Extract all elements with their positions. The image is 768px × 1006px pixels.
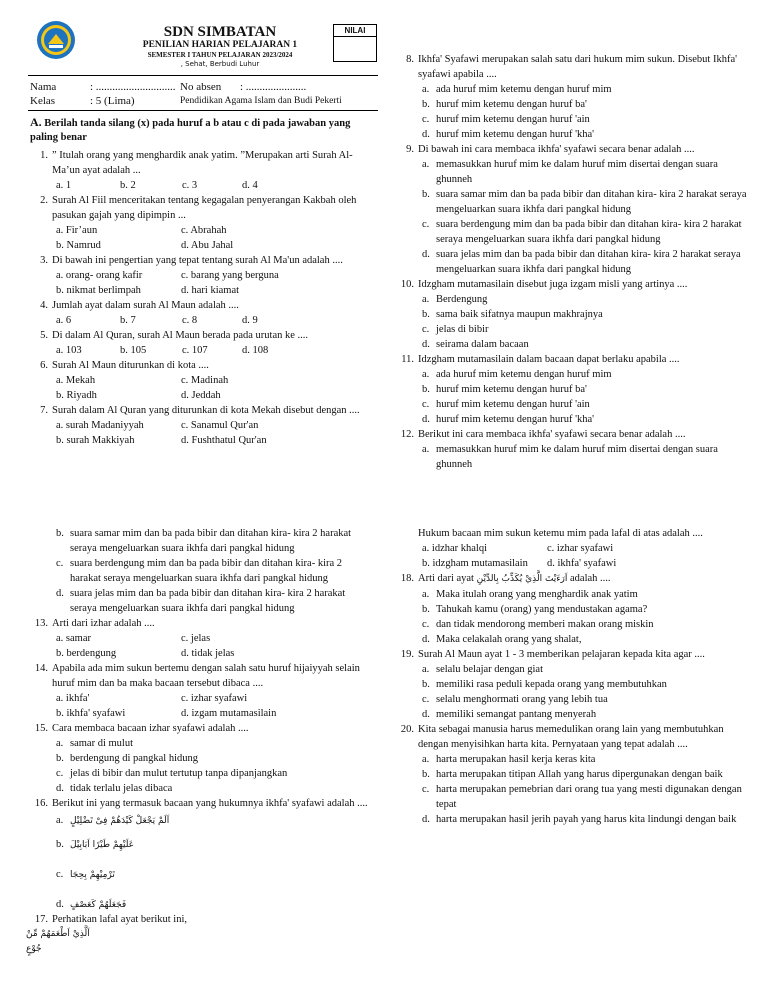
question-text: Perhatikan lafal ayat berikut ini, xyxy=(52,914,187,925)
question-number: 5. xyxy=(40,330,48,341)
option-a[interactable]: a. 1 xyxy=(56,180,72,191)
option-b[interactable]: b. 105 xyxy=(120,345,147,356)
question-text: Idzgham mutamasilain disebut juga izgam misli yang artinya .... xyxy=(418,279,688,290)
question-text: Di bawah ini pengertian yang tepat tentang surah Al Ma'un adalah .... xyxy=(52,255,343,266)
question-number: 12. xyxy=(400,429,414,440)
q17-arabic-verse: اَلَّذِيْ اَطْعَمَهُمْ مِّنْ جُوْعٍ xyxy=(26,929,90,954)
question-text-end: adalah .... xyxy=(570,573,611,584)
option-letter: d. xyxy=(422,814,430,825)
question-text: Arti dari ayat xyxy=(418,573,474,584)
question-17-cont xyxy=(396,526,748,571)
option-d[interactable]: huruf mim ketemu dengan huruf 'kha' xyxy=(436,414,595,425)
option-d[interactable]: tidak terlalu jelas dibaca xyxy=(70,783,173,794)
question-text: ” Itulah orang yang menghardik anak yatim. ”Merupakan arti Surah Al-Ma’un ayat adalah ... xyxy=(52,150,353,176)
option-b[interactable]: b. Namrud xyxy=(56,240,101,251)
question-20 xyxy=(396,722,748,827)
question-text: Hukum bacaan mim sukun ketemu mim pada lafal di atas adalah .... xyxy=(418,528,703,539)
option-letter: d. xyxy=(422,129,430,140)
option-letter: a. xyxy=(422,294,430,305)
option-c[interactable]: dan tidak mendorong memberi makan orang miskin xyxy=(436,619,654,630)
option-a[interactable]: harta merupakan hasil kerja keras kita xyxy=(436,754,596,765)
option-letter: a. xyxy=(422,754,430,765)
section-instruction xyxy=(30,115,370,145)
question-10 xyxy=(396,277,748,352)
option-letter: a. xyxy=(56,738,64,749)
option-d[interactable]: Maka celakalah orang yang shalat, xyxy=(436,634,582,645)
question-text: Surah Al Maun ayat 1 - 3 memberikan pelajaran kepada kita agar .... xyxy=(418,649,705,660)
option-a[interactable]: a. Mekah xyxy=(56,375,96,386)
option-d[interactable]: d. hari kiamat xyxy=(181,285,240,296)
option-c[interactable]: c. jelas xyxy=(181,633,211,644)
question-number: 3. xyxy=(40,255,48,266)
question-1 xyxy=(30,148,370,193)
option-d[interactable]: d. izgam mutamasilain xyxy=(181,708,277,719)
option-letter: d. xyxy=(56,588,64,599)
option-letter: c. xyxy=(422,219,430,230)
option-a[interactable]: a. surah Madaniyyah xyxy=(56,420,144,431)
question-number: 15. xyxy=(34,723,48,734)
option-letter: c. xyxy=(422,619,430,630)
option-letter: d. xyxy=(56,783,64,794)
question-number: 11. xyxy=(401,354,414,365)
option-c[interactable]: jelas di bibir dan mulut tertutup tanpa dipanjangkan xyxy=(70,768,288,779)
option-d[interactable]: suara jelas mim dan ba pada bibir dan ditahan kira- kira 2 harakat seraya mengeluarkan suara ikhfa dari pangkal hidung xyxy=(70,588,346,614)
option-a[interactable]: samar di mulut xyxy=(70,738,133,749)
option-b[interactable]: Tahukah kamu (orang) yang mendustakan agama? xyxy=(436,604,648,615)
question-12-cont xyxy=(30,526,370,616)
question-text: Berikut ini cara membaca ikhfa' syafawi secara benar adalah .... xyxy=(418,429,686,440)
option-a[interactable]: memasukkan huruf mim ke dalam huruf mim disertai dengan suara ghunneh xyxy=(436,159,718,185)
question-text: Berikut ini yang termasuk bacaan yang hukumnya ikhfa' syafawi adalah .... xyxy=(52,798,368,809)
option-a[interactable]: اَلَمْ يَجْعَلْ كَيْدَهُمْ فِىْ تَضْلِيْلٍ xyxy=(70,816,170,826)
option-a[interactable]: a. Fir’aun xyxy=(56,225,98,236)
questions-col-4 xyxy=(396,526,748,827)
option-letter: b. xyxy=(422,604,430,615)
option-a[interactable]: selalu belajar dengan giat xyxy=(436,664,543,675)
name-label: Nama xyxy=(30,81,57,93)
option-letter: b. xyxy=(422,99,430,110)
option-d[interactable]: فَجَعَلَهُمْ كَعَصْفٍ xyxy=(70,900,127,910)
absen-label: No absen xyxy=(180,81,222,93)
option-a[interactable]: a. orang- orang kafir xyxy=(56,270,143,281)
option-c[interactable]: harta merupakan pemebrian dari orang tua yang mesti digunakan dengan tepat xyxy=(436,784,742,810)
score-box xyxy=(333,24,377,62)
option-letter: d. xyxy=(422,339,430,350)
option-b[interactable]: b. 2 xyxy=(120,180,136,191)
question-text: Ikhfa' Syafawi merupakan salah satu dari hukum mim sukun. Disebut Ikhfa' syafawi apabila .... xyxy=(418,54,737,80)
option-a[interactable]: a. 103 xyxy=(56,345,82,356)
question-3 xyxy=(30,253,370,298)
option-c[interactable]: c. 8 xyxy=(182,315,198,326)
option-b[interactable]: memiliki rasa peduli kepada orang yang membutuhkan xyxy=(436,679,667,690)
option-letter: a. xyxy=(422,369,430,380)
option-c[interactable]: selalu menghormati orang yang lebih tua xyxy=(436,694,608,705)
option-a[interactable]: Maka itulah orang yang menghardik anak yatim xyxy=(436,589,638,600)
question-text: Arti dari izhar adalah .... xyxy=(52,618,155,629)
option-c[interactable]: huruf mim ketemu dengan huruf 'ain xyxy=(436,399,590,410)
option-a[interactable]: memasukkan huruf mim ke dalam huruf mim disertai dengan suara ghunneh xyxy=(436,444,718,470)
question-number: 13. xyxy=(34,618,48,629)
option-letter: d. xyxy=(422,249,430,260)
questions-col-3 xyxy=(26,526,370,957)
option-d[interactable]: huruf mim ketemu dengan huruf 'kha' xyxy=(436,129,595,140)
option-d[interactable]: d. 9 xyxy=(242,315,258,326)
question-8 xyxy=(396,52,748,142)
option-d[interactable]: d. tidak jelas xyxy=(181,648,235,659)
question-13 xyxy=(30,616,370,661)
option-d[interactable]: d. Fushthatul Qur'an xyxy=(181,435,267,446)
option-b[interactable]: harta merupakan titipan Allah yang harus dipergunakan dengan baik xyxy=(436,769,723,780)
question-text: Apabila ada mim sukun bertemu dengan salah satu huruf hijaiyyah selain huruf mim dan ba maka bacaan tersebut dibaca .... xyxy=(52,663,360,689)
option-c[interactable]: c. Sanamul Qur'an xyxy=(181,420,259,431)
option-c[interactable]: c. 107 xyxy=(182,345,208,356)
option-c[interactable]: c. Abrahah xyxy=(181,225,227,236)
option-d[interactable]: harta merupakan hasil jerih payah yang harus kita lindungi dengan baik xyxy=(436,814,737,825)
option-letter: b. xyxy=(422,769,430,780)
option-d[interactable]: memiliki semangat pantang menyerah xyxy=(436,709,597,720)
option-c[interactable]: c. izhar syafawi xyxy=(547,543,614,554)
option-letter: c. xyxy=(422,784,430,795)
question-5 xyxy=(30,328,370,358)
subject-name: Pendidikan Agama Islam dan Budi Pekerti xyxy=(180,96,342,106)
question-text: Kita sebagai manusia harus memedulikan orang lain yang membutuhkan dengan menyisihkan harta kita. Pernyataan yang tepat adalah .... xyxy=(418,724,724,750)
question-19 xyxy=(396,647,748,722)
class-value: : 5 (Lima) xyxy=(90,95,135,107)
question-12 xyxy=(396,427,748,472)
option-c[interactable]: c. 3 xyxy=(182,180,198,191)
option-letter: c. xyxy=(422,324,430,335)
option-d[interactable]: d. Jeddah xyxy=(181,390,221,401)
question-2 xyxy=(30,193,370,253)
option-b[interactable]: suara samar mim dan ba pada bibir dan ditahan kira- kira 2 harakat seraya mengeluarkan suara ikhfa dari pangkal hidung xyxy=(70,528,352,554)
question-15 xyxy=(30,721,370,796)
option-letter: a. xyxy=(422,589,430,600)
question-7 xyxy=(30,403,370,448)
question-text: Di dalam Al Quran, surah Al Maun berada pada urutan ke .... xyxy=(52,330,309,341)
question-number: 4. xyxy=(40,300,48,311)
question-11 xyxy=(396,352,748,427)
question-text: Jumlah ayat dalam surah Al Maun adalah .... xyxy=(52,300,239,311)
score-label: NILAI xyxy=(334,25,376,37)
option-letter: a. xyxy=(422,444,430,455)
option-c[interactable]: suara berdengung mim dan ba pada bibir dan ditahan kira- kira 2 harakat seraya mengeluarkan suara ikhfa dari pangkal hidung xyxy=(70,558,343,584)
option-a[interactable]: a. idzhar khalqi xyxy=(422,543,488,554)
questions-col-1 xyxy=(30,148,370,448)
header-divider xyxy=(28,75,378,76)
question-number: 19. xyxy=(400,649,414,660)
option-letter: c. xyxy=(422,399,430,410)
option-d[interactable]: d. Abu Jahal xyxy=(181,240,234,251)
option-letter: b. xyxy=(56,753,64,764)
school-logo xyxy=(36,20,76,60)
option-a[interactable]: Berdengung xyxy=(436,294,488,305)
option-d[interactable]: d. ikhfa' syafawi xyxy=(547,558,617,569)
option-letter: c. xyxy=(422,694,430,705)
question-text: Surah dalam Al Quran yang diturunkan di kota Mekah disebut dengan .... xyxy=(52,405,360,416)
option-b[interactable]: b. berdengung xyxy=(56,648,117,659)
option-letter: b. xyxy=(422,309,430,320)
option-letter: b. xyxy=(56,839,64,850)
option-d[interactable]: seirama dalam bacaan xyxy=(436,339,529,350)
question-18 xyxy=(396,571,748,647)
question-number: 2. xyxy=(40,195,48,206)
question-number: 1. xyxy=(40,150,48,161)
question-text: Di bawah ini cara membaca ikhfa' syafawi secara benar adalah .... xyxy=(418,144,695,155)
option-b[interactable]: b. idzgham mutamasilain xyxy=(422,558,528,569)
question-number: 7. xyxy=(40,405,48,416)
class-label: Kelas xyxy=(30,95,56,107)
option-letter: c. xyxy=(56,558,64,569)
option-letter: b. xyxy=(422,189,430,200)
question-number: 20. xyxy=(400,724,414,735)
option-d[interactable]: suara jelas mim dan ba pada bibir dan ditahan kira- kira 2 harakat seraya mengeluarkan suara ikhfa dari pangkal hidung xyxy=(436,249,741,275)
option-b[interactable]: b. ikhfa' syafawi xyxy=(56,708,126,719)
option-letter: a. xyxy=(422,664,430,675)
question-16 xyxy=(30,796,370,912)
option-c[interactable]: suara berdengung mim dan ba pada bibir dan ditahan kira- kira 2 harakat seraya mengeluarkan suara ikhfa dari pangkal hidung xyxy=(436,219,742,245)
question-14 xyxy=(30,661,370,721)
option-c[interactable]: jelas di bibir xyxy=(436,324,489,335)
section-letter: A. xyxy=(30,115,42,129)
absen-field[interactable]: : ...................... xyxy=(240,81,307,93)
semester-line: SEMESTER I TAHUN PELAJARAN 2023/2024 xyxy=(147,51,293,59)
option-letter: c. xyxy=(56,869,64,880)
option-letter: b. xyxy=(422,384,430,395)
question-6 xyxy=(30,358,370,403)
option-letter: a. xyxy=(422,159,430,170)
question-number: 9. xyxy=(406,144,414,155)
option-letter: c. xyxy=(422,114,430,125)
option-b[interactable]: huruf mim ketemu dengan huruf ba' xyxy=(436,99,587,110)
question-number: 17. xyxy=(34,914,48,925)
question-number: 6. xyxy=(40,360,48,371)
school-name: SDN SIMBATAN xyxy=(163,24,277,40)
option-b[interactable]: b. Riyadh xyxy=(56,390,97,401)
option-b[interactable]: b. surah Makkiyah xyxy=(56,435,135,446)
option-c[interactable]: تَرْمِيْهِمْ بِحِجَا xyxy=(70,870,115,880)
option-letter: b. xyxy=(56,528,64,539)
option-b[interactable]: sama baik sifatnya maupun makhrajnya xyxy=(436,309,603,320)
question-17 xyxy=(30,912,370,927)
option-letter: d. xyxy=(422,634,430,645)
option-a[interactable]: a. ikhfa' xyxy=(56,693,90,704)
option-a[interactable]: a. 6 xyxy=(56,315,72,326)
option-letter: d. xyxy=(422,709,430,720)
option-c[interactable]: c. Madinah xyxy=(181,375,229,386)
question-number: 10. xyxy=(400,279,414,290)
option-d[interactable]: d. 4 xyxy=(242,180,258,191)
option-letter: d. xyxy=(56,899,64,910)
option-a[interactable]: ada huruf mim ketemu dengan huruf mim xyxy=(436,369,612,380)
question-4 xyxy=(30,298,370,328)
option-letter: a. xyxy=(56,815,64,826)
option-b[interactable]: عَلَيْهِمْ طَيْرًا اَبَابِيْلَ xyxy=(70,840,135,850)
option-b[interactable]: suara samar mim dan ba pada bibir dan ditahan kira- kira 2 harakat seraya mengeluarkan suara ikhfa dari pangkal hidung xyxy=(436,189,747,215)
question-text: Cara membaca bacaan izhar syafawi adalah .... xyxy=(52,723,249,734)
question-number: 18. xyxy=(400,573,414,584)
questions-col-2 xyxy=(396,52,748,472)
name-field[interactable]: : ............................. xyxy=(90,81,176,93)
question-number: 8. xyxy=(406,54,414,65)
option-letter: a. xyxy=(422,84,430,95)
option-b[interactable]: huruf mim ketemu dengan huruf ba' xyxy=(436,384,587,395)
question-text: Idzgham mutamasilain dalam bacaan dapat berlaku apabila .... xyxy=(418,354,680,365)
question-number: 14. xyxy=(34,663,48,674)
question-text: Surah Al Fiil menceritakan tentang kegagalan penyerangan Kakbah oleh pasukan gajah yang dipimpin ... xyxy=(52,195,357,221)
question-text: Surah Al Maun diturunkan di kota .... xyxy=(52,360,209,371)
q18-arabic-verse: اَرَءَيْتَ الَّذِيْ يُكَذِّبُ بِالدِّيْنِ xyxy=(476,574,568,584)
exam-title: PENILIAN HARIAN PELAJARAN 1 xyxy=(142,40,298,50)
option-b[interactable]: b. nikmat berlimpah xyxy=(56,285,141,296)
option-a[interactable]: a. samar xyxy=(56,633,91,644)
option-letter: d. xyxy=(422,414,430,425)
instruction-text: Berilah tanda silang (x) pada huruf a b atau c di pada jawaban yang paling benar xyxy=(30,118,351,143)
option-c[interactable]: c. barang yang berguna xyxy=(181,270,279,281)
question-number: 16. xyxy=(34,798,48,809)
option-a[interactable]: ada huruf mim ketemu dengan huruf mim xyxy=(436,84,612,95)
option-d[interactable]: d. 108 xyxy=(242,345,269,356)
question-9 xyxy=(396,142,748,277)
option-letter: c. xyxy=(56,768,64,779)
identity-divider xyxy=(28,110,378,111)
option-b[interactable]: b. 7 xyxy=(120,315,136,326)
student-identity xyxy=(30,80,380,108)
option-b[interactable]: berdengung di pangkal hidung xyxy=(70,753,199,764)
option-c[interactable]: huruf mim ketemu dengan huruf 'ain xyxy=(436,114,590,125)
option-letter: b. xyxy=(422,679,430,690)
option-c[interactable]: c. izhar syafawi xyxy=(181,693,248,704)
school-motto: , Sehat, Berbudi Luhur xyxy=(180,60,260,68)
